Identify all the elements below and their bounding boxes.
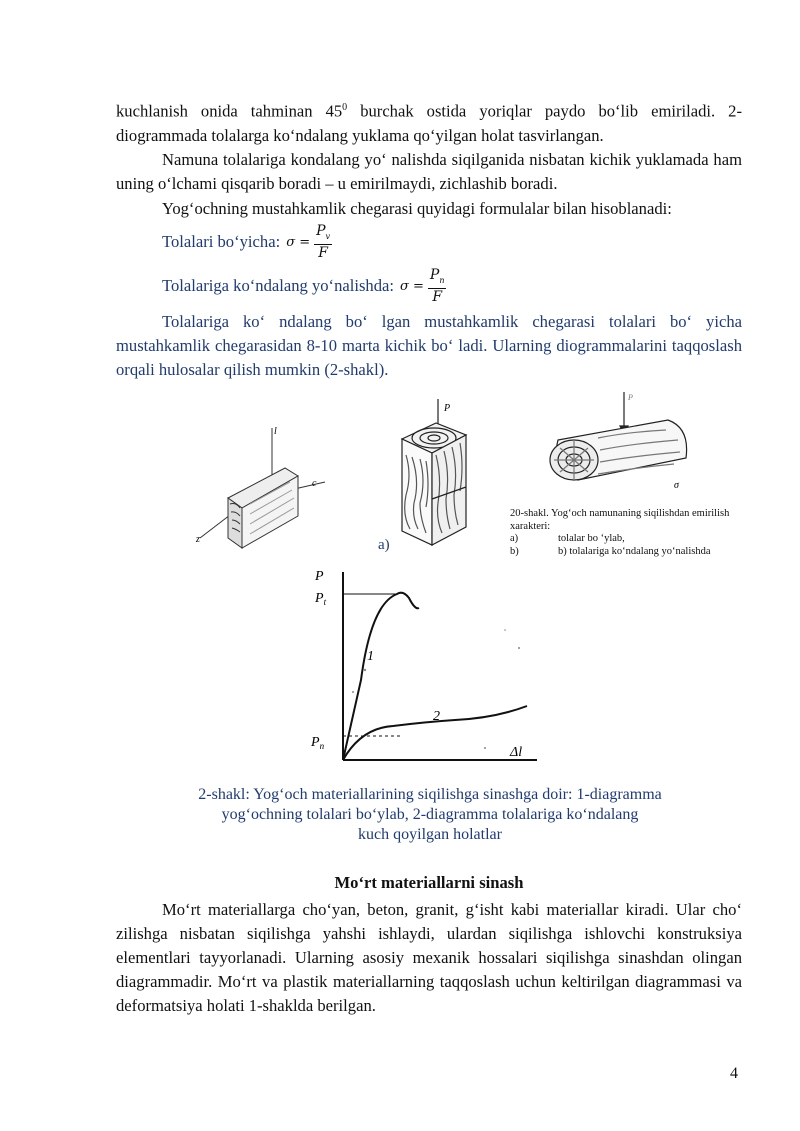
section-heading: Mo‘rt materiallarni sinash — [334, 873, 524, 892]
caption-item-a: a) tolalar bo ‘ylab, — [510, 533, 625, 544]
axis-label-l: l — [274, 426, 277, 437]
figure-2-caption — [120, 785, 740, 845]
formula-along-fibers — [162, 222, 332, 262]
formula-across-fibers — [162, 266, 446, 306]
graph-label-p: P — [315, 569, 324, 584]
paragraph-brittle: Mo‘rt materiallarga cho‘yan, beton, granit, g‘isht kabi materiallar kiradi. Ular cho‘ zilishga nisbatan siqilishga yahshi ishlaydi, ulardan siqilishga ishlovchi konstruksiya elementlari tayyorlanadi. Ularning asosiy mexanik hossalari siqilishga sinashdan olingan diagrammadir. Mo‘rt va plastik materiallarning taqqoslash uchun keltirilgan diagrammasi va deformatsiya holati 1-shaklda berilgan. — [116, 900, 742, 1015]
page-number: 4 — [730, 1065, 738, 1082]
figure-label-a: a) — [378, 537, 390, 553]
wood-block-axes-figure — [190, 420, 340, 550]
curve-label-2: 2 — [433, 709, 440, 724]
figure-20-caption — [510, 508, 750, 558]
caption-line-3: kuch qoyilgan holatlar — [358, 826, 502, 843]
graph-label-dl: Δl — [510, 745, 523, 760]
graph-label-pt: $P_t$ — [315, 591, 327, 607]
curve-label-1: 1 — [367, 649, 374, 664]
paragraph-formula-intro: Yog‘ochning mustahkamlik chegarasi quyidagi formulalar bilan hisoblanadi: — [162, 199, 672, 218]
caption-item-b: b) b) tolalariga ko‘ndalang yo‘nalishda — [510, 545, 711, 557]
sigma-symbol: σ = — [286, 234, 311, 250]
caption-line-1: 2-shakl: Yog‘och materiallarining siqilishga sinashga doir: 1-diagramma — [198, 786, 662, 803]
caption-line-2: yog‘ochning tolalari bo‘ylab, 2-diagramma tolalariga ko‘ndalang — [221, 806, 639, 823]
force-label-p2: P — [628, 393, 633, 402]
formula-label: Tolalariga ko‘ndalang yo‘nalishda: — [162, 276, 394, 295]
paragraph-intro: kuchlanish onida tahminan $45^0$ burchak ostida yoriqlar paydo bo‘lib emiriladi. 2-diogrammada tolalarga ko‘ndalang yuklama qo‘yilgan holat tasvirlangan. — [116, 101, 742, 145]
horizontal-specimen-figure — [538, 388, 698, 508]
fraction: $\frac{P_n}{F}$ — [429, 266, 445, 306]
formula-label: Tolalari bo‘yicha: — [162, 232, 281, 251]
axis-label-c: c — [312, 478, 317, 489]
curve-1 — [343, 593, 419, 760]
axis-label-z: z — [196, 534, 200, 545]
force-deformation-diagram — [305, 560, 545, 775]
paragraph-comparison: Tolalariga ko‘ ndalang bo‘ lgan mustahkamlik chegarasi tolalari bo‘ yicha mustahkamlik chegarasidan 8-10 marta kichik bo‘ ladi. Ularning diogrammalarini taqqoslash orqali hulosalar qilish mumkin (2-shakl). — [116, 312, 742, 379]
force-label-p: P — [444, 403, 451, 414]
paragraph-compression: Namuna tolalariga kondalang yo‘ nalishda siqilganida nisbatan kichik yuklamada ham uning o‘lchami qisqarib boradi – u emirilmaydi, zichlashib boradi. — [116, 150, 742, 193]
fraction: $\frac{P_v}{F}$ — [316, 222, 331, 262]
caption-title: 20-shakl. Yog‘och namunaning siqilishdan emirilish xarakteri: — [510, 508, 730, 532]
sigma-symbol: σ = — [400, 278, 424, 294]
sigma-label: σ — [674, 480, 679, 491]
graph-label-pn: $P_n$ — [311, 735, 325, 751]
vertical-specimen-figure — [396, 395, 496, 555]
